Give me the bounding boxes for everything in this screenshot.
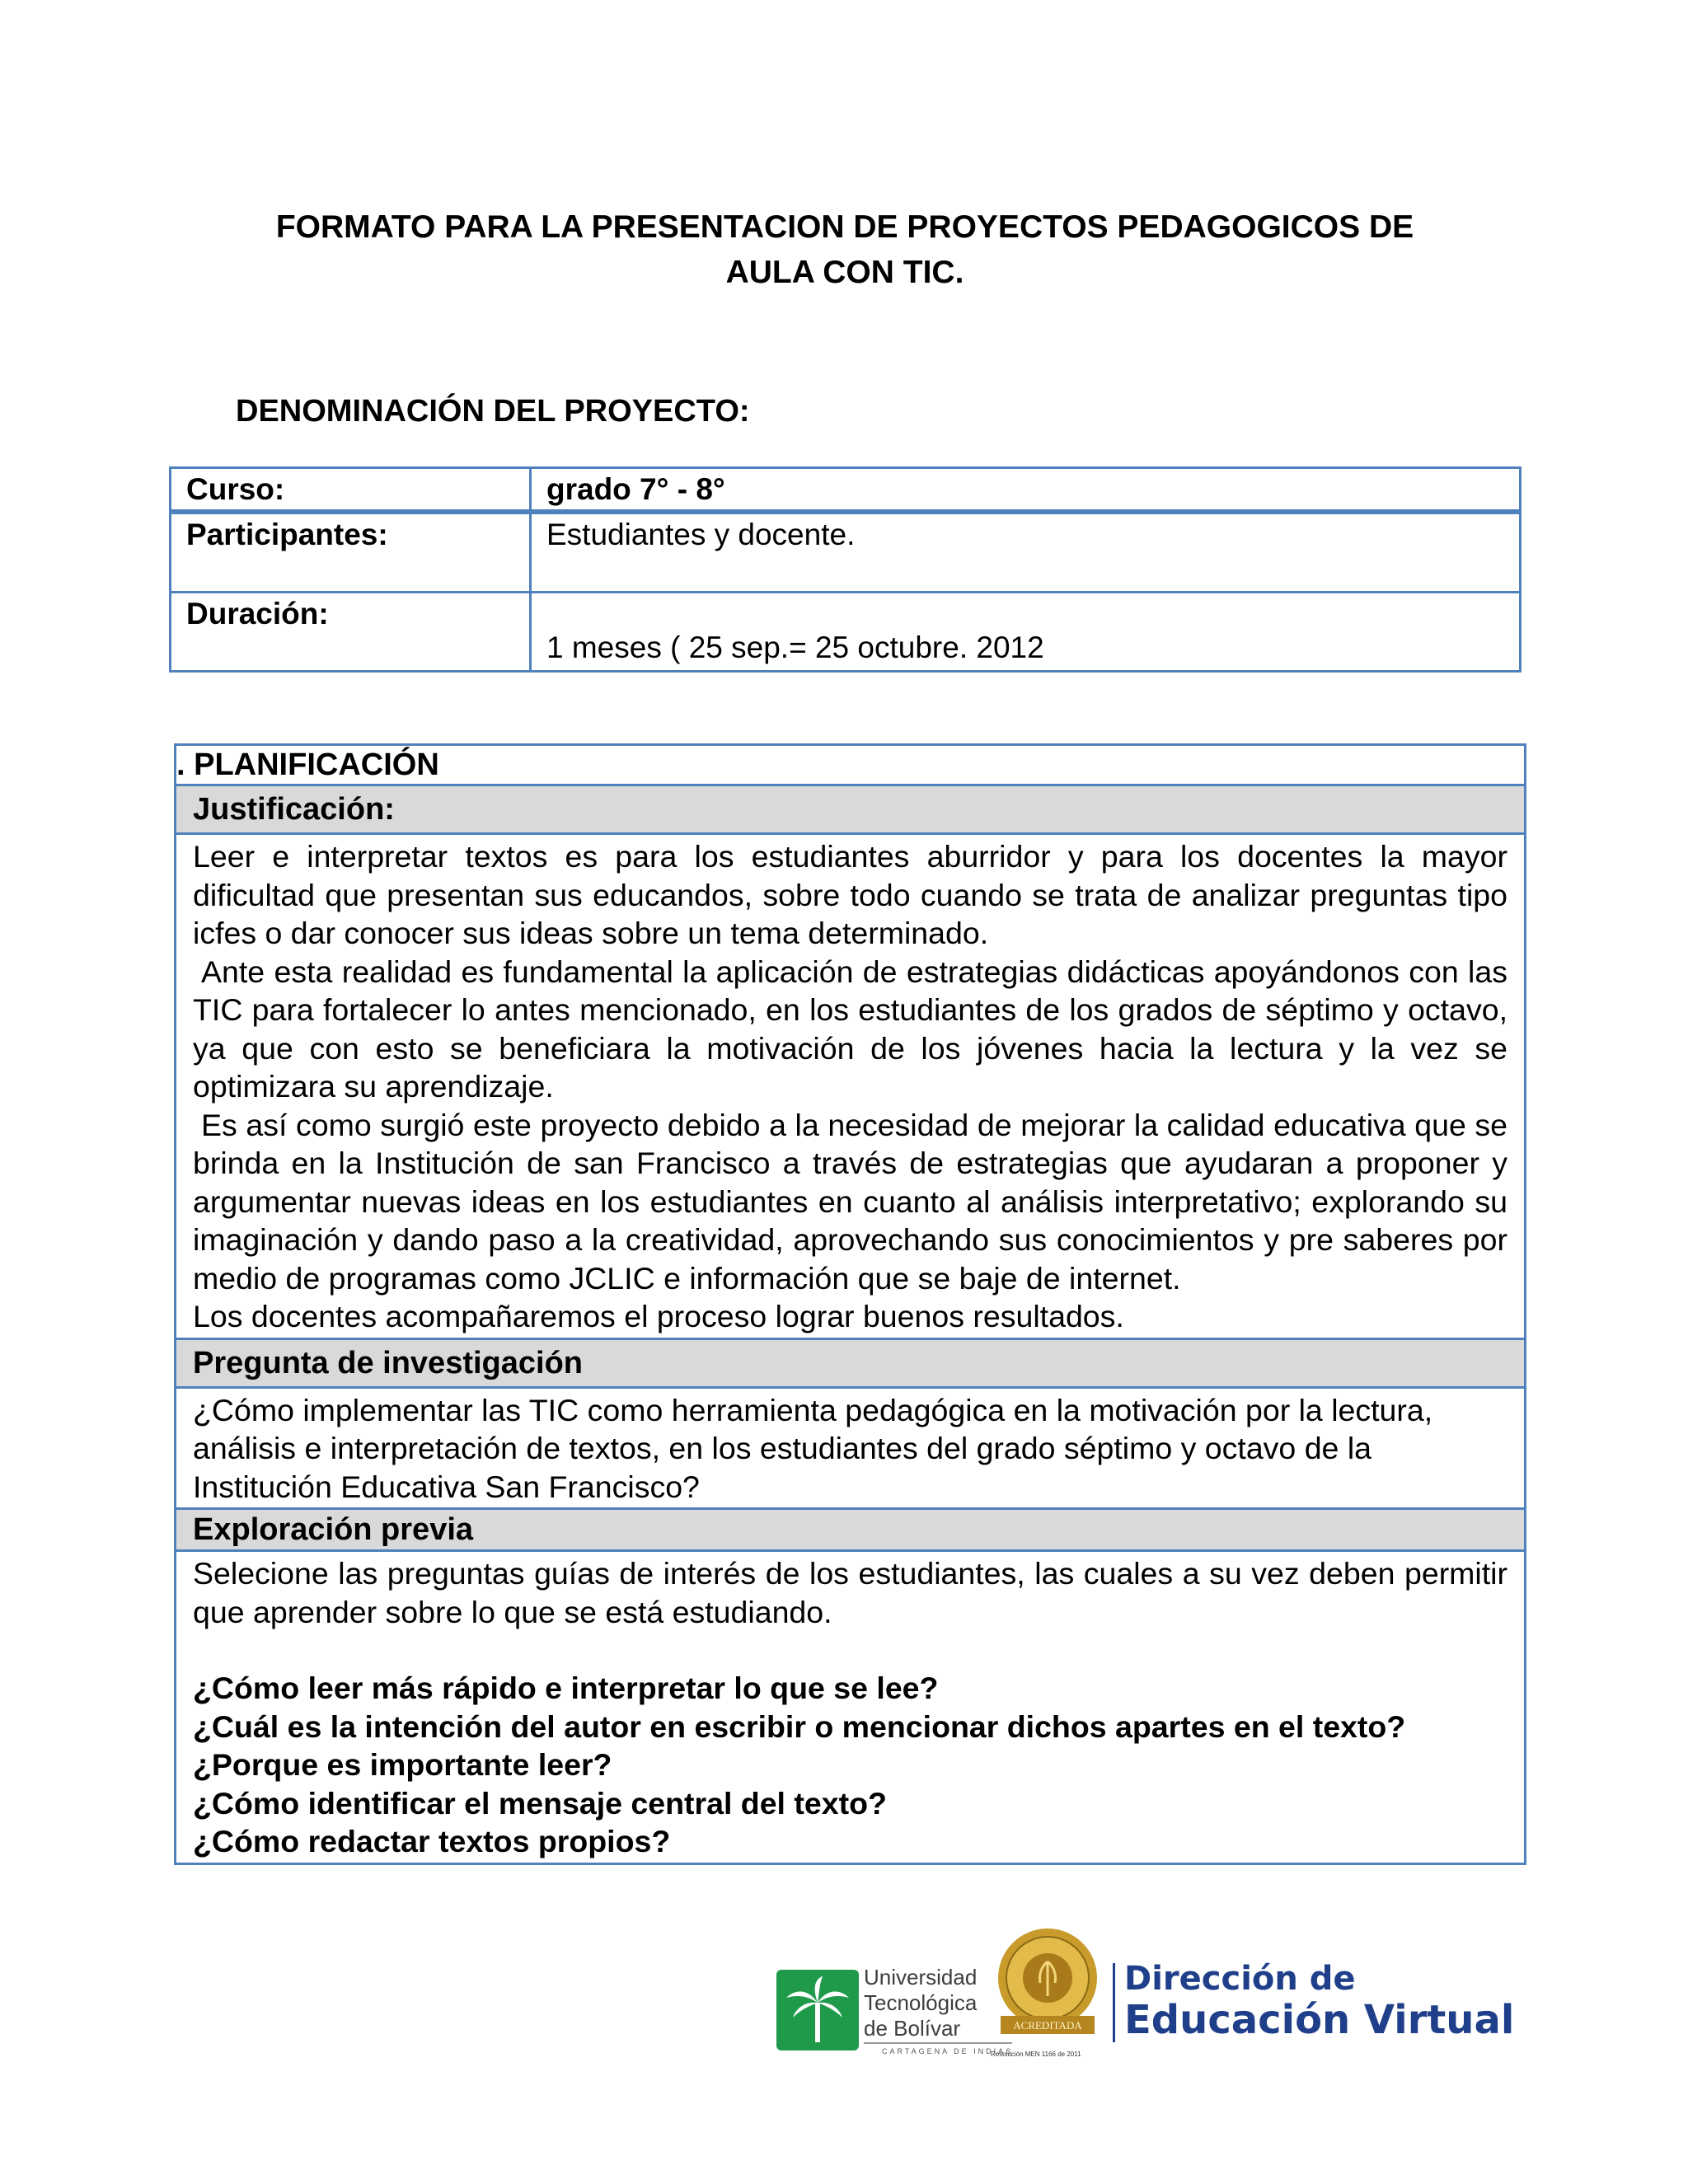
exploracion-body — [176, 1552, 1524, 1863]
utb-line3: de Bolívar — [864, 2016, 961, 2041]
participantes-label: Participantes: — [171, 514, 532, 591]
duracion-value — [532, 593, 1519, 670]
guiding-question: ¿Cómo identificar el mensaje central del texto? — [193, 1785, 887, 1821]
footer-logos — [775, 1920, 1599, 2058]
duracion-label: Duración: — [171, 593, 532, 670]
guiding-question: ¿Cómo leer más rápido e interpretar lo que se lee? — [193, 1671, 939, 1705]
document-title-line1: FORMATO PARA LA PRESENTACION DE PROYECTOS PEDAGOGICOS DE — [275, 209, 1414, 245]
spacer — [193, 1631, 1507, 1669]
pregunta-body — [176, 1389, 1524, 1511]
exploracion-header: Exploración previa — [176, 1510, 1524, 1552]
project-name-label: DENOMINACIÓN DEL PROYECTO: — [236, 394, 750, 429]
duracion-value-text: 1 meses ( 25 sep.= 25 octubre. 2012 — [546, 630, 1044, 664]
utb-line1: Universidad — [864, 1965, 978, 1990]
planning-table — [174, 743, 1526, 1865]
project-info-table — [169, 466, 1522, 673]
dev-logo-text — [1124, 1958, 1514, 2041]
info-row-duracion — [171, 593, 1519, 670]
utb-palm-logo-icon — [776, 1970, 859, 2050]
dev-line1: Dirección de — [1124, 1960, 1356, 1998]
info-row-curso — [171, 469, 1519, 514]
utb-name — [864, 1965, 977, 2041]
justificacion-body — [176, 835, 1524, 1340]
justificacion-paragraph: Ante esta realidad es fundamental la aplicación de estrategias didácticas apoyándonos con las TIC para fortalecer lo antes mencionado, en los estudiantes de los grados de séptimo y octavo, ya que con esto se beneficiara la motivación de los jóvenes hacia la lectura y la vez se optimizara su aprendizaje. — [193, 954, 1507, 1104]
utb-line2: Tecnológica — [864, 1990, 978, 2015]
planning-heading: . PLANIFICACIÓN — [176, 746, 1524, 786]
guiding-question: ¿Porque es importante leer? — [193, 1747, 612, 1782]
document-title — [214, 204, 1475, 295]
justificacion-paragraph: Los docentes acompañaremos el proceso lograr buenos resultados. — [193, 1299, 1124, 1333]
participantes-value: Estudiantes y docente. — [546, 518, 856, 551]
curso-value: grado 7° - 8° — [546, 472, 725, 506]
justificacion-header: Justificación: — [176, 786, 1524, 835]
guiding-question: ¿Cuál es la intención del autor en escribir o mencionar dichos apartes en el texto? — [193, 1708, 1406, 1744]
utb-city: CARTAGENA DE INDIAS — [882, 2047, 1014, 2055]
dev-divider — [1113, 1963, 1115, 2042]
seal-caption: Resolución MEN 1166 de 2011 — [991, 2050, 1081, 2058]
justificacion-paragraph: Es así como surgió este proyecto debido a la necesidad de mejorar la calidad educativa que se brinda en la Institución de san Francisco a través de estrategias que ayudaran a proponer y argumentar nuevas ideas en los estudiantes en cuanto al análisis interpretativo; explorando su imaginación y dando paso a la creatividad, aprovechando sus conocimientos y pre saberes por medio de programas como JCLIC e información que se baje de internet. — [193, 1107, 1507, 1296]
pregunta-text: ¿Cómo implementar las TIC como herramienta pedagógica en la motivación por la lectura, análisis e interpretación de textos, en los estudiantes del grado séptimo y octavo de la Institución Educativa San Francisco? — [193, 1392, 1433, 1504]
accreditation-seal-icon — [992, 1925, 1103, 2049]
curso-label: Curso: — [171, 469, 532, 509]
exploracion-text: Selecione las preguntas guías de interés de los estudiantes, las cuales a su vez deben permitir que aprender sobre lo que se está estudiando. — [193, 1556, 1507, 1629]
guiding-question: ¿Cómo redactar textos propios? — [193, 1824, 671, 1858]
seal-text: ACREDITADA — [1013, 2019, 1082, 2032]
justificacion-paragraph: Leer e interpretar textos es para los estudiantes aburridor y para los docentes la mayor dificultad que presentan sus educandos, sobre todo cuando se trata de analizar preguntas tipo icfes o dar conocer sus ideas sobre un tema determinado. — [193, 839, 1507, 950]
document-title-line2: AULA CON TIC. — [725, 255, 964, 290]
utb-divider — [864, 2042, 1012, 2044]
pregunta-header: Pregunta de investigación — [176, 1340, 1524, 1389]
dev-line2: Educación Virtual — [1124, 1997, 1515, 2043]
info-row-participantes — [171, 514, 1519, 593]
